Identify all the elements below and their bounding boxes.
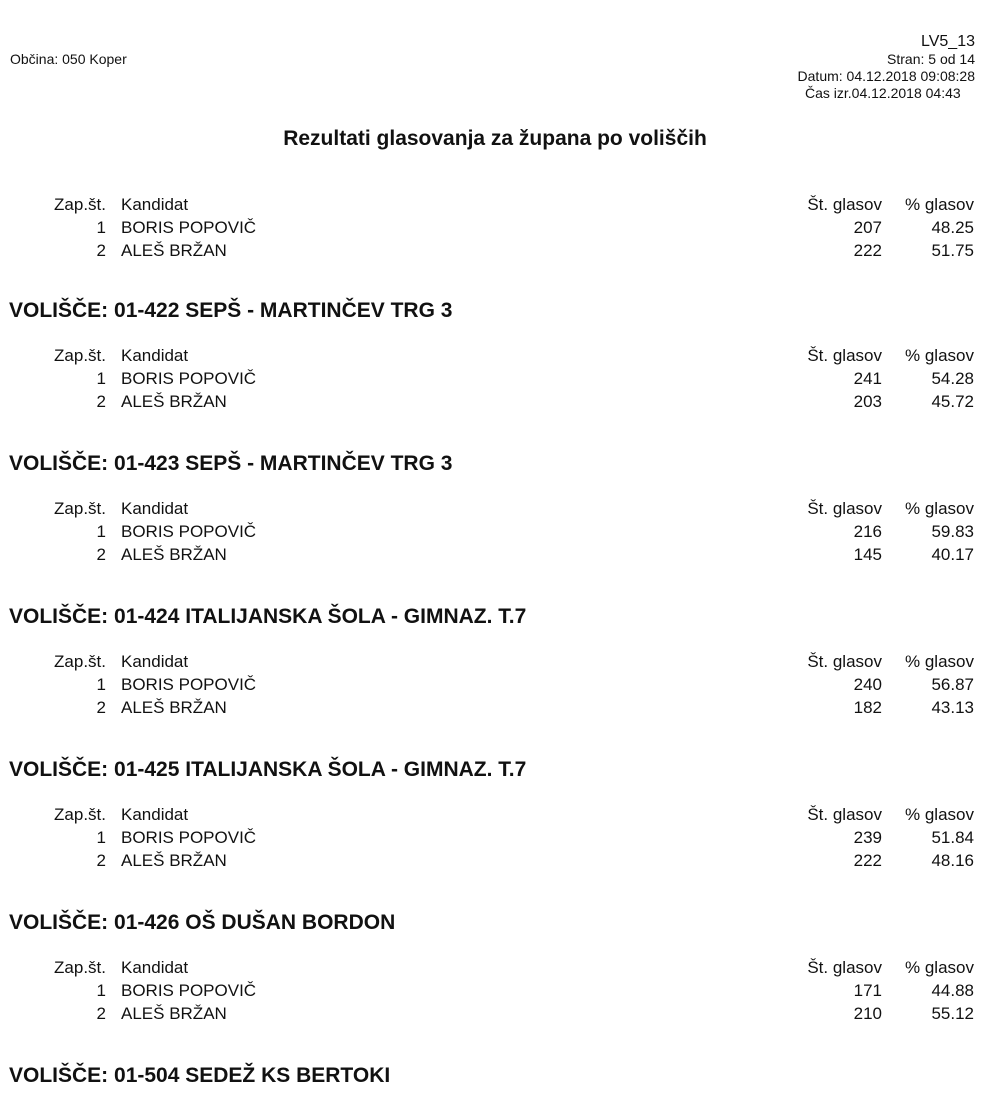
header-percent: % glasov bbox=[905, 652, 974, 671]
header-votes: Št. glasov bbox=[807, 195, 882, 214]
header-number: Zap.št. bbox=[54, 346, 106, 365]
calculation-time: Čas izr.04.12.2018 04:43 bbox=[805, 85, 961, 101]
header-percent: % glasov bbox=[905, 346, 974, 365]
row-candidate: BORIS POPOVIČ bbox=[121, 522, 257, 541]
polling-station-heading: VOLIŠČE: 01-425 ITALIJANSKA ŠOLA - GIMNAZ. T.7 bbox=[9, 758, 527, 781]
municipality-label: Občina: 050 Koper bbox=[10, 51, 127, 67]
table-row bbox=[0, 696, 1003, 719]
row-votes: 240 bbox=[853, 675, 882, 694]
header-candidate: Kandidat bbox=[121, 805, 189, 824]
results-table bbox=[0, 193, 1003, 262]
row-number: 1 bbox=[96, 369, 106, 388]
row-percent: 44.88 bbox=[931, 981, 974, 1000]
row-votes: 171 bbox=[853, 981, 882, 1000]
table-row bbox=[0, 520, 1003, 543]
header-number: Zap.št. bbox=[54, 652, 106, 671]
row-number: 1 bbox=[96, 828, 106, 847]
row-votes: 241 bbox=[853, 369, 882, 388]
row-candidate: ALEŠ BRŽAN bbox=[121, 241, 227, 260]
table-header-row bbox=[0, 344, 1003, 367]
table-row bbox=[0, 216, 1003, 239]
table-row bbox=[0, 390, 1003, 413]
header-votes: Št. glasov bbox=[807, 652, 882, 671]
polling-station-heading: VOLIŠČE: 01-423 SEPŠ - MARTINČEV TRG 3 bbox=[9, 452, 453, 475]
row-votes: 182 bbox=[853, 698, 882, 717]
header-candidate: Kandidat bbox=[121, 346, 189, 365]
row-number: 2 bbox=[96, 698, 106, 717]
row-candidate: ALEŠ BRŽAN bbox=[121, 698, 227, 717]
header-votes: Št. glasov bbox=[807, 499, 882, 518]
row-candidate: ALEŠ BRŽAN bbox=[121, 392, 227, 411]
row-votes: 145 bbox=[853, 545, 882, 564]
row-percent: 54.28 bbox=[931, 369, 974, 388]
row-votes: 216 bbox=[853, 522, 882, 541]
row-percent: 51.84 bbox=[931, 828, 974, 847]
results-table bbox=[0, 803, 1003, 872]
header-candidate: Kandidat bbox=[121, 499, 189, 518]
header-candidate: Kandidat bbox=[121, 195, 189, 214]
row-votes: 222 bbox=[853, 241, 882, 260]
report-meta bbox=[715, 33, 975, 102]
report-code: LV5_13 bbox=[921, 33, 975, 50]
report-date: Datum: 04.12.2018 09:08:28 bbox=[797, 68, 975, 84]
table-row bbox=[0, 673, 1003, 696]
header-number: Zap.št. bbox=[54, 499, 106, 518]
table-row bbox=[0, 826, 1003, 849]
results-table bbox=[0, 344, 1003, 413]
row-number: 2 bbox=[96, 392, 106, 411]
table-header-row bbox=[0, 650, 1003, 673]
header-number: Zap.št. bbox=[54, 805, 106, 824]
row-percent: 48.25 bbox=[931, 218, 974, 237]
header-percent: % glasov bbox=[905, 499, 974, 518]
table-row bbox=[0, 1002, 1003, 1025]
page-title: Rezultati glasovanja za župana po voliščih bbox=[283, 127, 707, 150]
results-table bbox=[0, 650, 1003, 719]
row-candidate: BORIS POPOVIČ bbox=[121, 218, 257, 237]
results-table bbox=[0, 956, 1003, 1025]
row-percent: 40.17 bbox=[931, 545, 974, 564]
polling-station-heading: VOLIŠČE: 01-504 SEDEŽ KS BERTOKI bbox=[9, 1064, 391, 1087]
row-number: 1 bbox=[96, 675, 106, 694]
header-number: Zap.št. bbox=[54, 195, 106, 214]
row-number: 2 bbox=[96, 241, 106, 260]
row-votes: 207 bbox=[853, 218, 882, 237]
table-row bbox=[0, 849, 1003, 872]
header-percent: % glasov bbox=[905, 805, 974, 824]
header-candidate: Kandidat bbox=[121, 652, 189, 671]
polling-station-heading: VOLIŠČE: 01-424 ITALIJANSKA ŠOLA - GIMNAZ. T.7 bbox=[9, 605, 527, 628]
row-percent: 59.83 bbox=[931, 522, 974, 541]
row-candidate: BORIS POPOVIČ bbox=[121, 369, 257, 388]
row-candidate: BORIS POPOVIČ bbox=[121, 981, 257, 1000]
table-header-row bbox=[0, 956, 1003, 979]
row-candidate: ALEŠ BRŽAN bbox=[121, 1004, 227, 1023]
header-votes: Št. glasov bbox=[807, 346, 882, 365]
header-percent: % glasov bbox=[905, 958, 974, 977]
table-header-row bbox=[0, 193, 1003, 216]
polling-station-heading: VOLIŠČE: 01-422 SEPŠ - MARTINČEV TRG 3 bbox=[9, 299, 453, 322]
table-row bbox=[0, 367, 1003, 390]
header-number: Zap.št. bbox=[54, 958, 106, 977]
row-percent: 43.13 bbox=[931, 698, 974, 717]
row-percent: 48.16 bbox=[931, 851, 974, 870]
table-header-row bbox=[0, 497, 1003, 520]
page-indicator: Stran: 5 od 14 bbox=[887, 51, 975, 67]
row-candidate: ALEŠ BRŽAN bbox=[121, 545, 227, 564]
row-number: 1 bbox=[96, 981, 106, 1000]
row-percent: 51.75 bbox=[931, 241, 974, 260]
row-votes: 210 bbox=[853, 1004, 882, 1023]
header-votes: Št. glasov bbox=[807, 805, 882, 824]
row-number: 2 bbox=[96, 851, 106, 870]
table-header-row bbox=[0, 803, 1003, 826]
row-number: 2 bbox=[96, 545, 106, 564]
row-votes: 239 bbox=[853, 828, 882, 847]
table-row bbox=[0, 239, 1003, 262]
row-candidate: BORIS POPOVIČ bbox=[121, 828, 257, 847]
row-candidate: ALEŠ BRŽAN bbox=[121, 851, 227, 870]
header-candidate: Kandidat bbox=[121, 958, 189, 977]
row-percent: 55.12 bbox=[931, 1004, 974, 1023]
table-row bbox=[0, 543, 1003, 566]
header-votes: Št. glasov bbox=[807, 958, 882, 977]
row-candidate: BORIS POPOVIČ bbox=[121, 675, 257, 694]
row-number: 2 bbox=[96, 1004, 106, 1023]
row-percent: 45.72 bbox=[931, 392, 974, 411]
row-votes: 222 bbox=[853, 851, 882, 870]
row-number: 1 bbox=[96, 522, 106, 541]
row-number: 1 bbox=[96, 218, 106, 237]
table-row bbox=[0, 979, 1003, 1002]
results-table bbox=[0, 497, 1003, 566]
polling-station-heading: VOLIŠČE: 01-426 OŠ DUŠAN BORDON bbox=[9, 911, 396, 934]
row-votes: 203 bbox=[853, 392, 882, 411]
header-percent: % glasov bbox=[905, 195, 974, 214]
row-percent: 56.87 bbox=[931, 675, 974, 694]
